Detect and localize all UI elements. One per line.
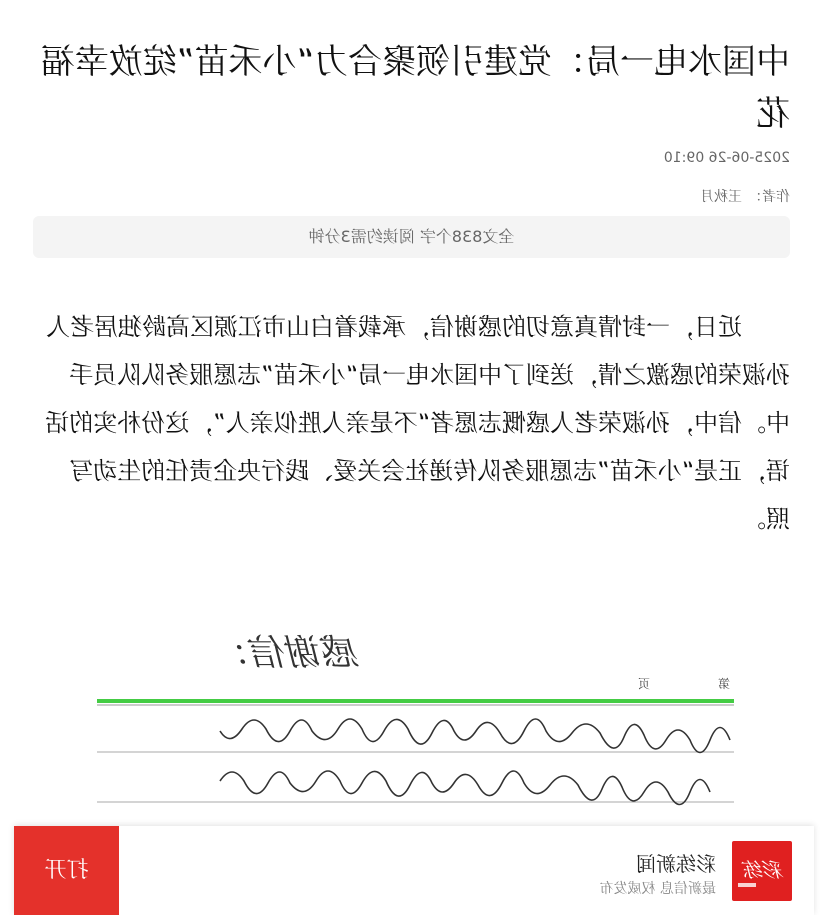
article-body: 近日，一封情真意切的感谢信，承载着白山市江源区高龄独居老人孙淑荣的感激之情，送到了中国水电一局“小禾苗”志愿服务队队员手中。信中，孙淑荣老人感慨志愿者“不是亲人胜似亲人”，这份朴实的话语，正是“小禾苗”志愿服务队传递社会关爱、践行央企责任的生动写照。 bbox=[45, 313, 790, 533]
handwritten-letter-drawing bbox=[33, 580, 790, 830]
app-tagline: 最新信息 权威发布 bbox=[599, 881, 716, 897]
author-name: 王秋月 bbox=[700, 189, 742, 205]
letter-heading: 感谢信： bbox=[215, 633, 360, 674]
open-app-button[interactable]: 打开 bbox=[14, 826, 119, 915]
author-row bbox=[694, 186, 790, 206]
app-brand-name: 彩练新闻 bbox=[636, 852, 716, 876]
publish-date: 2025-06-26 09:10 bbox=[663, 150, 790, 166]
app-logo-icon bbox=[732, 841, 792, 901]
reading-info-bar: 全文838个字 阅读约需3分钟 bbox=[33, 216, 790, 258]
author-label: 作者： bbox=[748, 189, 790, 205]
handwriting-line-icon bbox=[220, 719, 730, 753]
app-download-banner[interactable] bbox=[14, 826, 814, 915]
svg-text:彩练: 彩练 bbox=[744, 858, 784, 882]
article-title: 中国水电一局：党建引领聚合力“小禾苗”绽放幸福花 bbox=[40, 42, 790, 134]
handwriting-line-icon bbox=[220, 771, 710, 805]
page-mark-icon: 页 bbox=[637, 677, 650, 691]
thank-you-letter-image bbox=[33, 580, 790, 830]
page-mark-icon: 第 bbox=[717, 677, 730, 691]
